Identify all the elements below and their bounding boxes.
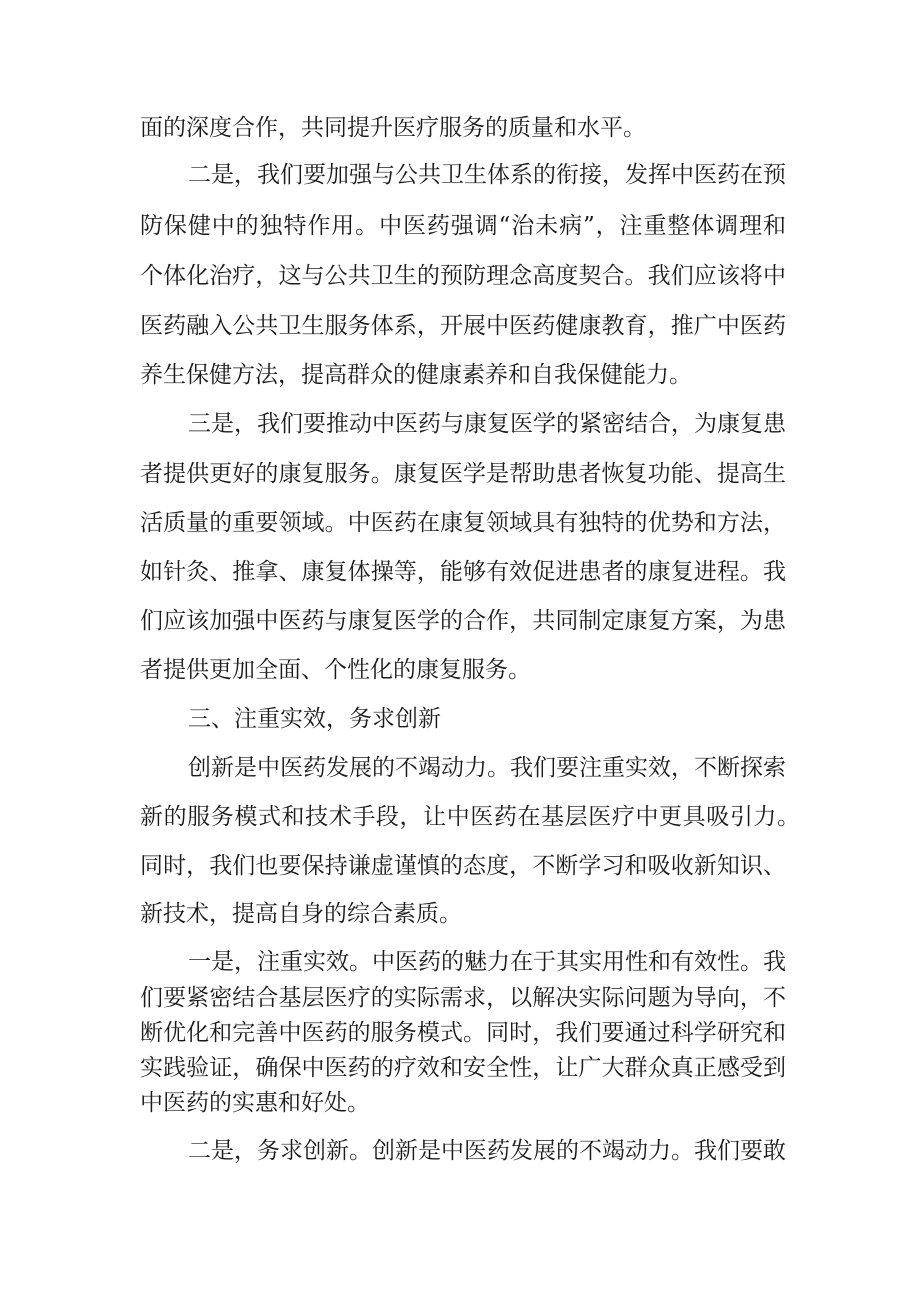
- paragraph-line: 创新是中医药发展的不竭动力。我们要注重实效，不断探索: [188, 755, 786, 781]
- paragraph-line: 二是，务求创新。创新是中医药发展的不竭动力。我们要敢: [188, 1138, 786, 1164]
- paragraph-line: 们应该加强中医药与康复医学的合作，共同制定康复方案，为患: [140, 608, 786, 634]
- paragraph-line: 者提供更加全面、个性化的康复服务。: [140, 657, 531, 683]
- paragraph-line: 中医药的实惠和好处。: [140, 1090, 370, 1116]
- paragraph-line: 医药融入公共卫生服务体系，开展中医药健康教育，推广中医药: [140, 313, 786, 339]
- paragraph-line: 们要紧密结合基层医疗的实际需求，以解决实际问题为导向，不: [140, 985, 786, 1011]
- paragraph-line: 同时，我们也要保持谦虚谨慎的态度，不断学习和吸收新知识、: [140, 853, 786, 879]
- paragraph-line: 一是，注重实效。中医药的魅力在于其实用性和有效性。我: [188, 949, 786, 975]
- paragraph-line: 三是，我们要推动中医药与康复医学的紧密结合，为康复患: [188, 411, 786, 437]
- paragraph-line: 防保健中的独特作用。中医药强调“治未病”，注重整体调理和: [140, 213, 786, 239]
- paragraph-line: 活质量的重要领域。中医药在康复领域具有独特的优势和方法，: [140, 510, 786, 536]
- paragraph-line: 者提供更好的康复服务。康复医学是帮助患者恢复功能、提高生: [140, 461, 786, 487]
- paragraph-line: 个体化治疗，这与公共卫生的预防理念高度契合。我们应该将中: [140, 263, 786, 289]
- paragraph-line: 面的深度合作，共同提升医疗服务的质量和水平。: [140, 115, 646, 141]
- paragraph-line: 新技术，提高自身的综合素质。: [140, 901, 462, 927]
- paragraph-line: 新的服务模式和技术手段，让中医药在基层医疗中更具吸引力。: [140, 804, 800, 830]
- paragraph-line: 养生保健方法，提高群众的健康素养和自我保健能力。: [140, 362, 692, 388]
- section-heading: 三、注重实效，务求创新: [188, 706, 441, 732]
- paragraph-line: 断优化和完善中医药的服务模式。同时，我们要通过科学研究和: [140, 1020, 786, 1046]
- paragraph-line: 实践验证，确保中医药的疗效和安全性，让广大群众真正感受到: [140, 1055, 786, 1081]
- paragraph-line: 如针灸、推拿、康复体操等，能够有效促进患者的康复进程。我: [140, 559, 786, 585]
- paragraph-line: 二是，我们要加强与公共卫生体系的衔接，发挥中医药在预: [188, 162, 786, 188]
